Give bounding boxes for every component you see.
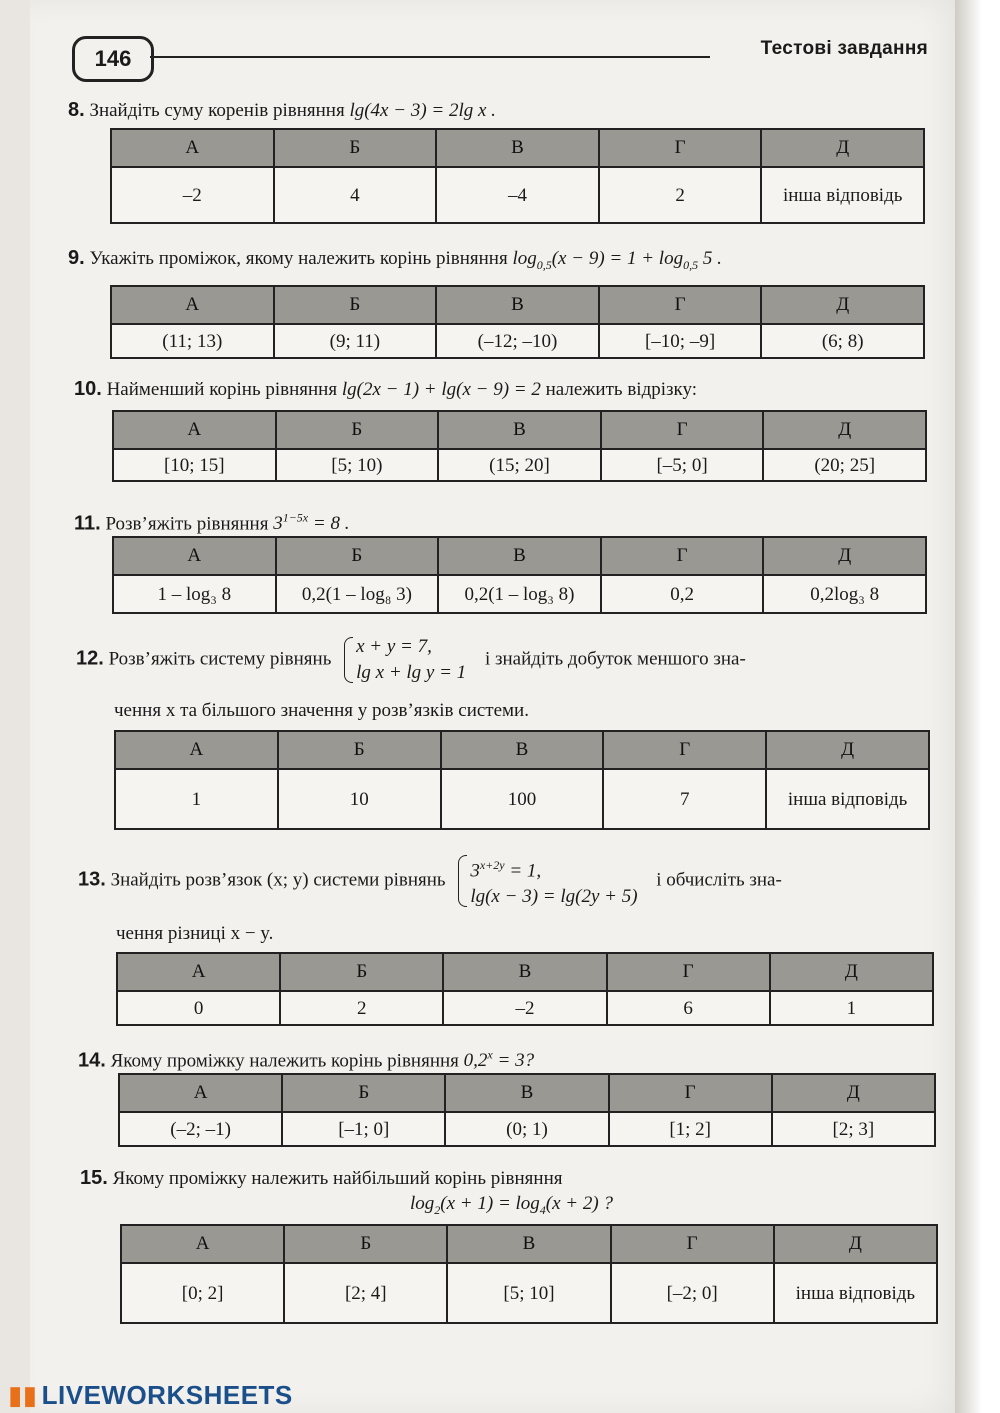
question-13 (78, 852, 782, 910)
question-text-end: і обчисліть зна- (656, 869, 782, 891)
answer-option-c[interactable]: 0,2(1 – log₃ 8) (438, 575, 601, 613)
answer-option-c[interactable]: (0; 1) (445, 1112, 608, 1146)
answer-option-a[interactable]: 1 – log₃ 8 (113, 575, 276, 613)
answer-option-c[interactable]: (–12; –10) (436, 324, 599, 358)
question-number: 8. (68, 99, 85, 121)
column-header-c: В (438, 537, 601, 575)
question-text: Знайдіть суму коренів рівняння (89, 100, 345, 121)
answer-option-c[interactable]: (15; 20] (438, 449, 601, 481)
answer-option-e[interactable]: 1 (770, 991, 933, 1025)
question-number: 12. (76, 647, 104, 670)
column-header-d: Г (601, 537, 764, 575)
column-header-d: Г (599, 286, 762, 324)
column-header-b: Б (280, 953, 443, 991)
column-header-e: Д (770, 953, 933, 991)
column-header-b: Б (284, 1225, 447, 1263)
column-header-a: А (111, 286, 274, 324)
question-14 (78, 1043, 534, 1073)
column-header-b: Б (276, 411, 439, 449)
question-13-continued: чення різниці x − y. (116, 923, 274, 944)
answer-table-10 (112, 410, 927, 482)
question-text: Знайдіть розв’язок (x; y) системи рівнянь (110, 869, 446, 891)
column-header-b: Б (282, 1074, 445, 1112)
column-header-a: А (111, 129, 274, 167)
column-header-b: Б (274, 286, 437, 324)
equation: $\log_2(x + 1) = \log_4(x + 2)$ ? (410, 1193, 613, 1217)
column-header-c: В (443, 953, 606, 991)
answer-option-b[interactable]: 2 (280, 991, 443, 1025)
column-header-e: Д (772, 1074, 935, 1112)
equation: $3^{1-5x} = 8$ . (273, 511, 350, 535)
answer-option-d[interactable]: [1; 2] (609, 1112, 772, 1146)
answer-option-d[interactable]: 7 (603, 769, 766, 829)
answer-table-12 (114, 730, 930, 830)
answer-option-e[interactable]: інша відповідь (761, 167, 924, 223)
question-text: Якому проміжку належить найбільший корінь рівняння (112, 1168, 563, 1189)
question-number: 9. (68, 247, 85, 269)
question-text: Якому проміжку належить корінь рівняння (110, 1050, 459, 1072)
column-header-c: В (436, 129, 599, 167)
answer-option-b[interactable]: (9; 11) (274, 324, 437, 358)
column-header-c: В (438, 411, 601, 449)
answer-option-b[interactable]: [5; 10) (276, 449, 439, 481)
equation: lg(4x − 3) = 2lg x . (349, 100, 496, 121)
column-header-a: А (115, 731, 278, 769)
answer-table-15 (120, 1224, 938, 1324)
column-header-d: Г (599, 129, 762, 167)
answer-option-b[interactable]: 0,2(1 – log₈ 3) (276, 575, 439, 613)
column-header-e: Д (763, 537, 926, 575)
column-header-d: Г (603, 731, 766, 769)
answer-table-13 (116, 952, 934, 1026)
answer-table-9 (110, 285, 925, 359)
question-text: Укажіть проміжок, якому належить корінь рівняння (89, 248, 508, 269)
answer-table-11 (112, 536, 927, 614)
question-9 (68, 246, 722, 277)
question-text-end: належить відрізку: (545, 379, 698, 400)
column-header-e: Д (763, 411, 926, 449)
column-header-c: В (445, 1074, 608, 1112)
question-text: Розв’яжіть систему рівнянь (108, 648, 332, 670)
answer-option-e[interactable]: (6; 8) (761, 324, 924, 358)
answer-option-a[interactable]: (–2; –1) (119, 1112, 282, 1146)
section-title: Тестові завдання (760, 38, 928, 59)
column-header-e: Д (761, 129, 924, 167)
column-header-c: В (441, 731, 604, 769)
column-header-e: Д (766, 731, 929, 769)
answer-option-e[interactable]: інша відповідь (774, 1263, 937, 1323)
question-11 (74, 506, 349, 536)
column-header-a: А (113, 411, 276, 449)
column-header-b: Б (274, 129, 437, 167)
answer-option-e[interactable]: інша відповідь (766, 769, 929, 829)
page-edge-shadow (955, 0, 1000, 1413)
column-header-a: А (121, 1225, 284, 1263)
question-number: 13. (78, 868, 106, 891)
answer-option-a[interactable]: –2 (111, 167, 274, 223)
question-15 (80, 1166, 563, 1191)
answer-option-d[interactable]: [–5; 0] (601, 449, 764, 481)
column-header-b: Б (278, 731, 441, 769)
answer-option-d[interactable]: 0,2 (601, 575, 764, 613)
page-number: 146 (72, 36, 154, 82)
answer-option-d[interactable]: 6 (607, 991, 770, 1025)
answer-option-a[interactable]: [0; 2] (121, 1263, 284, 1323)
answer-option-b[interactable]: [–1; 0] (282, 1112, 445, 1146)
question-number: 10. (74, 378, 102, 400)
column-header-d: Г (611, 1225, 774, 1263)
question-number: 15. (80, 1167, 108, 1189)
question-text: Найменший корінь рівняння (106, 379, 338, 400)
answer-option-d[interactable]: [–2; 0] (611, 1263, 774, 1323)
liveworksheets-logo: ▮▮ LIVEWORKSHEETS (8, 1380, 293, 1410)
question-8 (68, 98, 496, 123)
equation-system: x + y = 7, lg x + lg y = 1 (344, 634, 466, 686)
bars-icon: ▮▮ (8, 1380, 38, 1410)
equation: $\log_{0,5}(x - 9) = 1 + \log_{0,5} 5$ . (512, 248, 722, 272)
column-header-a: А (113, 537, 276, 575)
answer-option-c[interactable]: [5; 10] (447, 1263, 610, 1323)
answer-option-b[interactable]: 10 (278, 769, 441, 829)
question-10 (74, 377, 697, 402)
answer-option-b[interactable]: 4 (274, 167, 437, 223)
question-number: 11. (74, 512, 101, 535)
equation: $0,2^x = 3$? (463, 1048, 535, 1072)
question-text: Розв’яжіть рівняння (105, 513, 269, 535)
answer-option-e[interactable]: 0,2log₃ 8 (763, 575, 926, 613)
answer-option-c[interactable]: –4 (436, 167, 599, 223)
answer-option-a[interactable]: 1 (115, 769, 278, 829)
answer-option-c[interactable]: –2 (443, 991, 606, 1025)
answer-option-a[interactable]: (11; 13) (111, 324, 274, 358)
column-header-a: А (117, 953, 280, 991)
question-12-continued: чення x та більшого значення y розв’язків системи. (114, 700, 529, 721)
answer-option-d[interactable]: 2 (599, 167, 762, 223)
header-divider (150, 56, 710, 58)
column-header-c: В (436, 286, 599, 324)
answer-table-14 (118, 1073, 936, 1147)
column-header-c: В (447, 1225, 610, 1263)
column-header-d: Г (607, 953, 770, 991)
equation-system: $3^{x+2y} = 1$, lg(x − 3) = lg(2y + 5) (458, 852, 637, 910)
column-header-b: Б (276, 537, 439, 575)
answer-option-e[interactable]: [2; 3] (772, 1112, 935, 1146)
answer-option-c[interactable]: 100 (441, 769, 604, 829)
answer-option-a[interactable]: 0 (117, 991, 280, 1025)
column-header-a: А (119, 1074, 282, 1112)
answer-option-b[interactable]: [2; 4] (284, 1263, 447, 1323)
answer-option-a[interactable]: [10; 15] (113, 449, 276, 481)
answer-option-d[interactable]: [–10; –9] (599, 324, 762, 358)
answer-table-8 (110, 128, 925, 224)
answer-option-e[interactable]: (20; 25] (763, 449, 926, 481)
column-header-e: Д (774, 1225, 937, 1263)
column-header-d: Г (609, 1074, 772, 1112)
equation: lg(2x − 1) + lg(x − 9) = 2 (341, 379, 541, 400)
question-12 (76, 634, 746, 686)
question-number: 14. (78, 1049, 106, 1072)
question-text-end: і знайдіть добуток меншого зна- (484, 648, 746, 670)
column-header-d: Г (601, 411, 764, 449)
column-header-e: Д (761, 286, 924, 324)
